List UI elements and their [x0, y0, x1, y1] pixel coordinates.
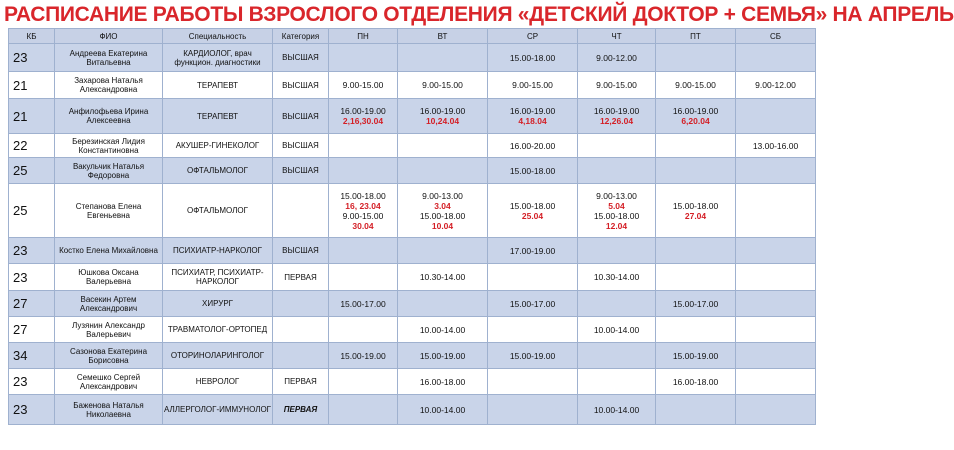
column-header: ПН — [329, 29, 398, 44]
schedule-cell-pt — [656, 44, 736, 72]
schedule-cell-sr — [488, 184, 578, 238]
schedule-cell-vt — [398, 99, 488, 134]
table-row — [9, 44, 816, 72]
schedule-time: 17.00-19.00 — [509, 245, 556, 256]
schedule-time: 15.00-18.00 — [593, 210, 640, 221]
schedule-time: 9.00-15.00 — [422, 80, 463, 90]
category-cell: ВЫСШАЯ — [273, 134, 329, 158]
schedule-cell-pt — [656, 158, 736, 184]
schedule-time: 9.00-15.00 — [512, 80, 553, 90]
cabinet-cell: 27 — [9, 317, 55, 343]
schedule-dates: 2,16,30.04 — [342, 116, 384, 126]
doctor-name-cell: Лузянин Александр Валерьевич — [55, 317, 163, 343]
doctor-name-cell: Костко Елена Михайловна — [55, 238, 163, 264]
schedule-cell-pt — [656, 264, 736, 291]
cabinet-cell: 23 — [9, 369, 55, 395]
schedule-cell-sb — [736, 72, 816, 99]
doctor-name-cell: Семешко Сергей Александрович — [55, 369, 163, 395]
category-cell — [273, 184, 329, 238]
schedule-time: 15.00-19.00 — [509, 350, 556, 361]
schedule-cell-sr — [488, 72, 578, 99]
column-header: СР — [488, 29, 578, 44]
cabinet-cell: 27 — [9, 291, 55, 317]
specialty-cell: КАРДИОЛОГ, врач функцион. диагностики — [163, 44, 273, 72]
doctor-name-cell: Баженова Наталья Николаевна — [55, 395, 163, 425]
schedule-cell-cht — [578, 158, 656, 184]
cabinet-cell: 23 — [9, 44, 55, 72]
schedule-cell-cht — [578, 395, 656, 425]
schedule-time: 15.00-18.00 — [509, 165, 556, 176]
schedule-cell-cht — [578, 72, 656, 99]
column-header: Категория — [273, 29, 329, 44]
schedule-dates: 12,26.04 — [599, 116, 634, 126]
specialty-cell: ТЕРАПЕВТ — [163, 99, 273, 134]
specialty-cell: ОФТАЛЬМОЛОГ — [163, 158, 273, 184]
schedule-cell-sr — [488, 317, 578, 343]
doctor-name-cell: Степанова Елена Евгеньевна — [55, 184, 163, 238]
schedule-cell-sb — [736, 134, 816, 158]
schedule-cell-vt — [398, 343, 488, 369]
schedule-cell-cht — [578, 317, 656, 343]
schedule-time: 13.00-16.00 — [752, 140, 799, 151]
category-cell: ВЫСШАЯ — [273, 238, 329, 264]
cabinet-cell: 21 — [9, 99, 55, 134]
schedule-dates: 25.04 — [521, 210, 544, 221]
specialty-cell: ОТОРИНОЛАРИНГОЛОГ — [163, 343, 273, 369]
schedule-table — [8, 28, 816, 425]
schedule-cell-pn — [329, 238, 398, 264]
schedule-time: 15.00-18.00 — [672, 200, 719, 211]
schedule-dates: 16, 23.04 — [345, 200, 381, 211]
schedule-time: 15.00-17.00 — [509, 298, 556, 309]
schedule-cell-vt — [398, 238, 488, 264]
schedule-cell-sr — [488, 158, 578, 184]
category-cell — [273, 317, 329, 343]
table-row — [9, 238, 816, 264]
column-header: ПТ — [656, 29, 736, 44]
table-row — [9, 134, 816, 158]
doctor-name-cell: Андреева Екатерина Витальевна — [55, 44, 163, 72]
specialty-cell: АЛЛЕРГОЛОГ-ИММУНОЛОГ — [163, 395, 273, 425]
schedule-dates: 30.04 — [352, 220, 374, 231]
schedule-cell-pt — [656, 134, 736, 158]
doctor-name-cell: Васекин Артем Александрович — [55, 291, 163, 317]
schedule-time: 10.00-14.00 — [419, 324, 466, 335]
specialty-cell: ТЕРАПЕВТ — [163, 72, 273, 99]
schedule-cell-sr — [488, 369, 578, 395]
schedule-time: 9.00-15.00 — [342, 210, 384, 221]
cabinet-cell: 23 — [9, 238, 55, 264]
schedule-cell-vt — [398, 134, 488, 158]
category-cell — [273, 291, 329, 317]
category-cell: ПЕРВАЯ — [273, 264, 329, 291]
schedule-cell-vt — [398, 395, 488, 425]
schedule-time: 16.00-19.00 — [509, 106, 556, 116]
schedule-time: 10.00-14.00 — [419, 404, 466, 415]
column-header: ВТ — [398, 29, 488, 44]
schedule-cell-sr — [488, 343, 578, 369]
schedule-cell-vt — [398, 291, 488, 317]
schedule-cell-cht — [578, 184, 656, 238]
schedule-cell-vt — [398, 264, 488, 291]
doctor-name-cell: Вакульчик Наталья Федоровна — [55, 158, 163, 184]
schedule-cell-pt — [656, 99, 736, 134]
schedule-time: 9.00-12.00 — [596, 52, 637, 63]
schedule-cell-sr — [488, 44, 578, 72]
schedule-cell-sr — [488, 134, 578, 158]
cabinet-cell: 22 — [9, 134, 55, 158]
schedule-cell-sb — [736, 44, 816, 72]
table-row — [9, 184, 816, 238]
schedule-cell-pt — [656, 184, 736, 238]
table-row — [9, 99, 816, 134]
cabinet-cell: 23 — [9, 264, 55, 291]
schedule-time: 15.00-19.00 — [672, 350, 719, 361]
schedule-cell-vt — [398, 158, 488, 184]
schedule-time: 9.00-15.00 — [342, 80, 384, 90]
category-cell: ВЫСШАЯ — [273, 99, 329, 134]
column-header: СБ — [736, 29, 816, 44]
cabinet-cell: 23 — [9, 395, 55, 425]
table-row — [9, 343, 816, 369]
doctor-name-cell: Юшкова Оксана Валерьевна — [55, 264, 163, 291]
column-header: Специальность — [163, 29, 273, 44]
schedule-cell-vt — [398, 369, 488, 395]
category-cell: ВЫСШАЯ — [273, 44, 329, 72]
schedule-cell-pn — [329, 158, 398, 184]
schedule-time: 16.00-19.00 — [419, 106, 466, 116]
category-cell: ВЫСШАЯ — [273, 158, 329, 184]
schedule-cell-pt — [656, 291, 736, 317]
schedule-time: 15.00-17.00 — [672, 298, 719, 309]
schedule-cell-sb — [736, 264, 816, 291]
schedule-cell-sb — [736, 184, 816, 238]
schedule-dates: 10.04 — [431, 220, 454, 231]
specialty-cell: ТРАВМАТОЛОГ-ОРТОПЕД — [163, 317, 273, 343]
schedule-cell-pn — [329, 264, 398, 291]
schedule-cell-pt — [656, 72, 736, 99]
schedule-cell-cht — [578, 343, 656, 369]
schedule-cell-sb — [736, 291, 816, 317]
schedule-dates: 12.04 — [605, 220, 628, 231]
schedule-cell-vt — [398, 184, 488, 238]
schedule-cell-pn — [329, 291, 398, 317]
doctor-name-cell: Березинская Лидия Константиновна — [55, 134, 163, 158]
schedule-time: 16.00-19.00 — [672, 106, 719, 116]
schedule-dates: 5.04 — [608, 200, 625, 211]
schedule-time: 15.00-19.00 — [419, 350, 466, 361]
schedule-cell-sr — [488, 99, 578, 134]
category-cell — [273, 343, 329, 369]
schedule-time: 16.00-18.00 — [672, 376, 719, 387]
header-row — [9, 29, 816, 44]
cabinet-cell: 34 — [9, 343, 55, 369]
table-row — [9, 72, 816, 99]
schedule-time: 9.00-15.00 — [596, 80, 637, 90]
schedule-cell-pt — [656, 395, 736, 425]
schedule-cell-sb — [736, 158, 816, 184]
schedule-cell-cht — [578, 291, 656, 317]
schedule-time: 9.00-13.00 — [422, 190, 463, 201]
table-row — [9, 158, 816, 184]
doctor-name-cell: Анфилофьева Ирина Алексеевна — [55, 99, 163, 134]
schedule-time: 16.00-20.00 — [509, 140, 556, 151]
schedule-time: 16.00-18.00 — [419, 376, 466, 387]
schedule-time: 16.00-19.00 — [340, 106, 386, 116]
schedule-cell-sb — [736, 395, 816, 425]
schedule-cell-cht — [578, 264, 656, 291]
schedule-time: 15.00-18.00 — [509, 200, 556, 211]
doctor-name-cell: Сазонова Екатерина Борисовна — [55, 343, 163, 369]
schedule-cell-pn — [329, 343, 398, 369]
table-body — [9, 44, 816, 425]
schedule-cell-cht — [578, 369, 656, 395]
schedule-cell-pt — [656, 317, 736, 343]
specialty-cell: АКУШЕР-ГИНЕКОЛОГ — [163, 134, 273, 158]
schedule-dates: 10,24.04 — [425, 116, 460, 126]
schedule-time: 15.00-17.00 — [340, 298, 386, 309]
specialty-cell: НЕВРОЛОГ — [163, 369, 273, 395]
schedule-cell-vt — [398, 44, 488, 72]
schedule-cell-pn — [329, 72, 398, 99]
schedule-cell-cht — [578, 44, 656, 72]
schedule-time: 10.30-14.00 — [419, 272, 466, 282]
schedule-cell-vt — [398, 317, 488, 343]
schedule-cell-pt — [656, 369, 736, 395]
schedule-cell-cht — [578, 134, 656, 158]
schedule-dates: 6,20.04 — [681, 116, 710, 126]
table-row — [9, 264, 816, 291]
schedule-cell-sr — [488, 395, 578, 425]
schedule-time: 15.00-18.00 — [419, 210, 466, 221]
schedule-cell-sb — [736, 369, 816, 395]
schedule-cell-sr — [488, 291, 578, 317]
table-row — [9, 291, 816, 317]
schedule-cell-sb — [736, 317, 816, 343]
page-title: РАСПИСАНИЕ РАБОТЫ ВЗРОСЛОГО ОТДЕЛЕНИЯ «ДЕТСКИЙ ДОКТОР + СЕМЬЯ» НА АПРЕЛЬ — [4, 3, 954, 26]
schedule-cell-pn — [329, 369, 398, 395]
schedule-dates: 27.04 — [684, 210, 707, 221]
schedule-cell-sr — [488, 238, 578, 264]
schedule-cell-pt — [656, 238, 736, 264]
category-cell: ПЕРВАЯ — [273, 395, 329, 425]
category-cell: ПЕРВАЯ — [273, 369, 329, 395]
category-cell: ВЫСШАЯ — [273, 72, 329, 99]
schedule-time: 16.00-19.00 — [593, 106, 640, 116]
schedule-cell-sb — [736, 238, 816, 264]
schedule-time: 10.30-14.00 — [593, 272, 640, 282]
schedule-cell-cht — [578, 99, 656, 134]
table-row — [9, 369, 816, 395]
schedule-time: 9.00-15.00 — [675, 80, 716, 90]
schedule-time: 15.00-18.00 — [340, 190, 386, 201]
schedule-time: 15.00-19.00 — [340, 350, 386, 361]
cabinet-cell: 21 — [9, 72, 55, 99]
schedule-cell-pt — [656, 343, 736, 369]
schedule-cell-vt — [398, 72, 488, 99]
schedule-time: 10.00-14.00 — [593, 404, 640, 415]
schedule-cell-pn — [329, 317, 398, 343]
schedule-cell-sb — [736, 99, 816, 134]
schedule-time: 9.00-12.00 — [755, 80, 796, 90]
schedule-cell-sb — [736, 343, 816, 369]
specialty-cell: ОФТАЛЬМОЛОГ — [163, 184, 273, 238]
column-header: ЧТ — [578, 29, 656, 44]
schedule-dates: 3.04 — [434, 200, 451, 211]
specialty-cell: ПСИХИАТР, ПСИХИАТР-НАРКОЛОГ — [163, 264, 273, 291]
specialty-cell: ХИРУРГ — [163, 291, 273, 317]
column-header: ФИО — [55, 29, 163, 44]
schedule-cell-pn — [329, 44, 398, 72]
column-header: КБ — [9, 29, 55, 44]
schedule-cell-pn — [329, 134, 398, 158]
schedule-time: 10.00-14.00 — [593, 324, 640, 335]
table-row — [9, 395, 816, 425]
specialty-cell: ПСИХИАТР-НАРКОЛОГ — [163, 238, 273, 264]
schedule-time: 15.00-18.00 — [509, 52, 556, 63]
schedule-time: 9.00-13.00 — [596, 190, 637, 201]
schedule-cell-pn — [329, 99, 398, 134]
schedule-cell-cht — [578, 238, 656, 264]
cabinet-cell: 25 — [9, 158, 55, 184]
schedule-cell-sr — [488, 264, 578, 291]
doctor-name-cell: Захарова Наталья Александровна — [55, 72, 163, 99]
schedule-cell-pn — [329, 395, 398, 425]
table-row — [9, 317, 816, 343]
schedule-cell-pn — [329, 184, 398, 238]
cabinet-cell: 25 — [9, 184, 55, 238]
schedule-dates: 4,18.04 — [518, 116, 547, 126]
